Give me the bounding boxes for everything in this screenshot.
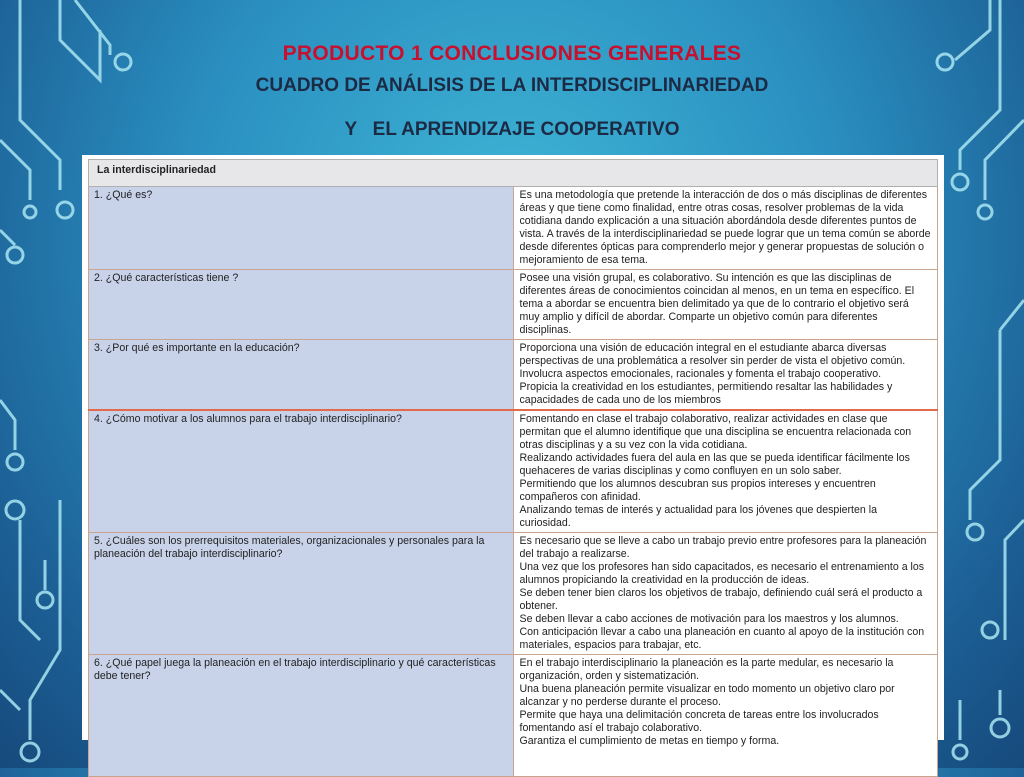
- table-row: [89, 270, 938, 340]
- interdisciplinarity-table: [88, 159, 938, 777]
- answer-cell: Es necesario que se lleve a cabo un trabajo previo entre profesores para la planeación del trabajo a realizarse. Una vez que los profesores han sido capacitados, es necesario el entrenamiento a los alumnos propiciando la creatividad en la producción de ideas. Se deben tener bien claros los objetivos de trabajo, definiendo cuál será el producto a obtener. Se deben llevar a cabo acciones de motivación para los maestros y los alumnos. Con anticipación llevar a cabo una planeación en cuanto al apoyo de la institución con materiales, espacios para trabajar, etc.: [513, 533, 938, 655]
- analysis-table-container: [82, 155, 944, 747]
- question-cell: 1. ¿Qué es?: [89, 187, 514, 270]
- question-cell: 6. ¿Qué papel juega la planeación en el trabajo interdisciplinario y qué características debe tener?: [89, 655, 514, 777]
- question-cell: 3. ¿Por qué es importante en la educación?: [89, 340, 514, 411]
- answer-cell: Proporciona una visión de educación integral en el estudiante abarca diversas perspectivas de una problemática a resolver sin perder de vista el objetivo común. Involucra aspectos emocionales, racionales y fomenta el trabajo cooperativo. Propicia la creatividad en los estudiantes, permitiendo resaltar las habilidades y capacidades de cada uno de los miembros: [513, 340, 938, 411]
- answer-cell: En el trabajo interdisciplinario la planeación es la parte medular, es necesario la organización, orden y sistematización. Una buena planeación permite visualizar en todo momento un objetivo claro por alcanzar y no perderse durante el proceso. Permite que haya una delimitación concreta de tareas entre los involucrados fomentando así el trabajo colaborativo. Garantiza el cumplimiento de metas en tiempo y forma.: [513, 655, 938, 777]
- slide-subtitle-line1: CUADRO DE ANÁLISIS DE LA INTERDISCIPLINARIEDAD: [255, 75, 769, 96]
- question-cell: 2. ¿Qué características tiene ?: [89, 270, 514, 340]
- table-row: [89, 340, 938, 411]
- table-row: [89, 187, 938, 270]
- answer-cell: Posee una visión grupal, es colaborativo. Su intención es que las disciplinas de diferentes áreas de conocimientos coincidan al menos, en un tema en específico. El tema a abordar se encuentra bien delimitado ya que de lo contrario el objetivo será muy amplio y difícil de abordar. Comparte un objetivo común para diferentes disciplinas.: [513, 270, 938, 340]
- answer-cell: Es una metodología que pretende la interacción de dos o más disciplinas de diferentes áreas y que tiene como finalidad, entre otras cosas, resolver problemas de la vida cotidiana dando explicación a una situación abordándola desde diferentes puntos de vista. A través de la interdisciplinariedad se puede lograr que un tema común se aborde desde diferentes ópticas para comprenderlo mejor y generar propuestas de solución o mejoramiento de esa tema.: [513, 187, 938, 270]
- answer-cell: Fomentando en clase el trabajo colaborativo, realizar actividades en clase que permitan que el alumno identifique que una disciplina se encuentra relacionada con otras disciplinas y a su vez con la vida cotidiana. Realizando actividades fuera del aula en las que se pueda identificar fácilmente los quehaceres de varias disciplinas y como confluyen en un solo saber. Permitiendo que los alumnos descubran sus propios intereses y encuentren compañeros con afinidad. Analizando temas de interés y actualidad para los jóvenes que despierten la curiosidad.: [513, 410, 938, 533]
- question-cell: 5. ¿Cuáles son los prerrequisitos materiales, organizacionales y personales para la planeación del trabajo interdisciplinario?: [89, 533, 514, 655]
- table-row: [89, 410, 938, 533]
- slide-title: PRODUCTO 1 CONCLUSIONES GENERALES: [282, 42, 742, 65]
- question-cell: 4. ¿Cómo motivar a los alumnos para el trabajo interdisciplinario?: [89, 410, 514, 533]
- table-row: [89, 655, 938, 777]
- table-header: La interdisciplinariedad: [89, 160, 938, 187]
- slide-subtitle-line2: Y EL APRENDIZAJE COOPERATIVO: [344, 119, 680, 140]
- table-row: [89, 533, 938, 655]
